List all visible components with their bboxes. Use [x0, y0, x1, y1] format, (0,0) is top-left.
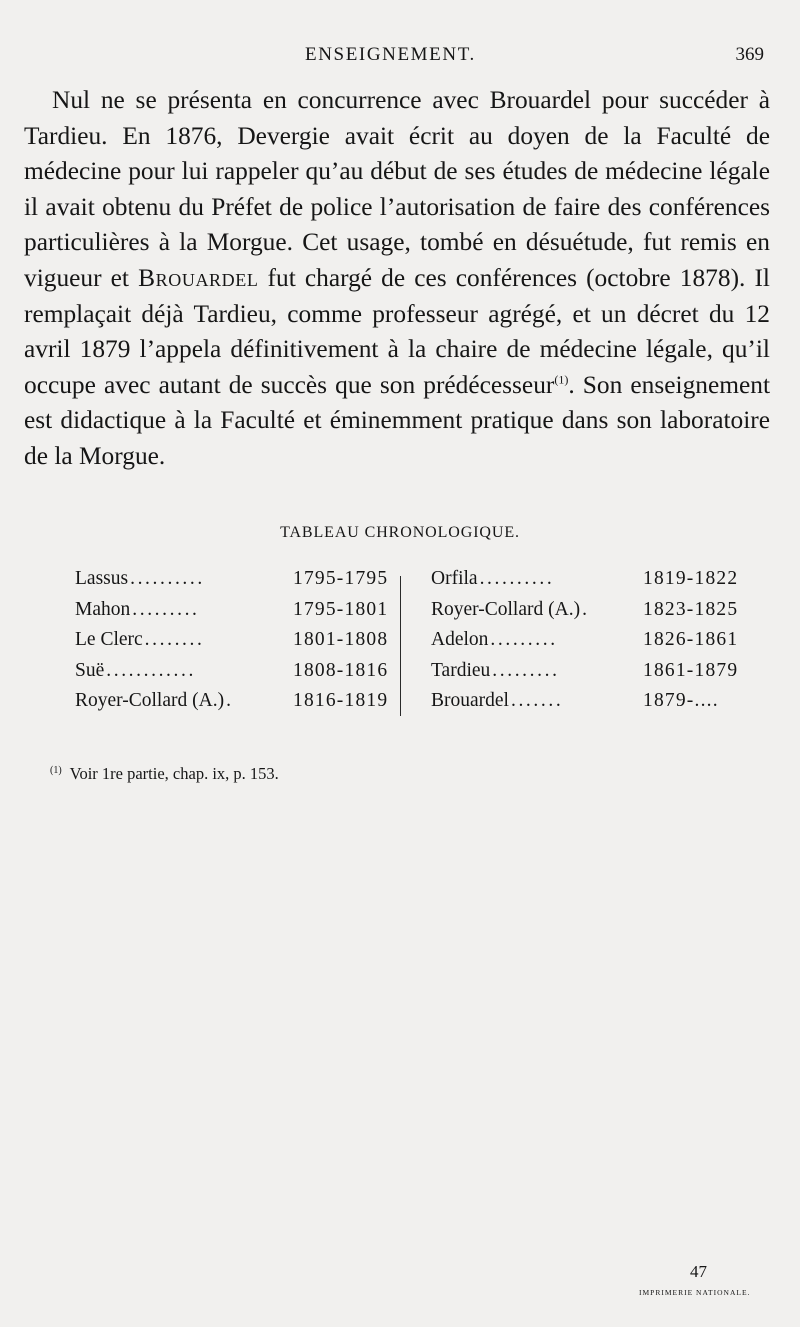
row-name: Adelon — [431, 629, 489, 650]
row-name: Brouardel — [431, 690, 509, 711]
row-name: Le Clerc — [75, 629, 143, 650]
leader-dots: .......... — [130, 568, 205, 589]
footnote-reference: (1) — [554, 372, 569, 387]
column-divider — [400, 576, 401, 716]
leader-dots: .......... — [479, 568, 555, 589]
row-years: 1801-1808 — [293, 629, 389, 650]
page-number: 369 — [735, 44, 764, 65]
table-row — [75, 629, 405, 660]
leader-dots: ............ — [106, 659, 196, 681]
paragraph — [24, 83, 770, 475]
table-row — [431, 660, 761, 691]
leader-dots: ......... — [490, 629, 558, 650]
table-row — [75, 568, 405, 599]
row-years: 1808-1816 — [293, 659, 389, 681]
table-row — [431, 568, 761, 599]
small-caps-name: Brouardel — [138, 263, 259, 292]
row-years: 1861-1879 — [643, 659, 739, 681]
table-column-left — [75, 568, 405, 721]
table-column-right — [431, 568, 761, 721]
row-years: 1826-1861 — [643, 629, 739, 650]
row-name: Mahon — [75, 598, 131, 620]
row-name: Royer-Collard (A.) — [431, 598, 581, 620]
leader-dots: . — [226, 690, 234, 711]
leader-dots: . — [582, 598, 590, 620]
table-row — [75, 690, 405, 721]
row-name: Tardieu — [431, 659, 491, 681]
printer-imprint: IMPRIMERIE NATIONALE. — [639, 1288, 751, 1297]
row-name: Royer-Collard (A.) — [75, 690, 225, 711]
paragraph-text-start: Nul ne se présenta en concurrence avec Brouardel pour succéder à Tardieu. En 1876, Devergie avait écrit au doyen de la Faculté de médecine pour lui rappeler qu’au début de ses études de médecine légale il avait obtenu du Préfet de police l’autorisation de faire des conférences particulières à la Morgue. Cet usage, tombé en désuétude, fut remis en vigueur et — [24, 86, 770, 292]
running-title: ENSEIGNEMENT. — [305, 44, 476, 65]
table-row — [431, 629, 761, 660]
row-years: 1819-1822 — [643, 568, 739, 589]
row-name: Suë — [75, 659, 105, 681]
row-name: Orfila — [431, 568, 478, 589]
footnote-text: Voir 1re partie, chap. ix, p. 153. — [69, 764, 279, 783]
paragraph-text-end: . Son enseignement est didactique à la Faculté et éminemment pratique dans son laboratoire de la Morgue. — [24, 370, 771, 470]
body-text — [24, 83, 770, 475]
row-years: 1795-1801 — [293, 598, 389, 620]
page-header — [0, 44, 800, 74]
leader-dots: ......... — [132, 598, 200, 620]
leader-dots: ......... — [492, 659, 560, 681]
row-name: Lassus — [75, 568, 129, 589]
sheet-signature: 47 — [690, 1262, 707, 1281]
leader-dots: ....... — [510, 690, 564, 711]
table-row — [431, 690, 761, 721]
table-title: TABLEAU CHRONOLOGIQUE. — [280, 524, 520, 541]
row-years: 1879-.... — [643, 690, 719, 711]
row-years: 1823-1825 — [643, 598, 739, 620]
leader-dots: ........ — [144, 629, 205, 650]
row-years: 1816-1819 — [293, 690, 389, 711]
paragraph-text-middle: fut chargé de ces conférences (octobre 1878). Il remplaçait déjà Tardieu, comme professeur agrégé, et un décret du 12 avril 1879 l’appela définitivement à la chaire de médecine légale, qu’il occupe avec autant de succès que son prédécesseur — [24, 263, 770, 399]
row-years: 1795-1795 — [293, 568, 389, 589]
table-row — [431, 599, 761, 630]
table-row — [75, 660, 405, 691]
table-row — [75, 599, 405, 630]
footnote — [50, 764, 279, 784]
footnote-marker: (1) — [50, 764, 62, 776]
